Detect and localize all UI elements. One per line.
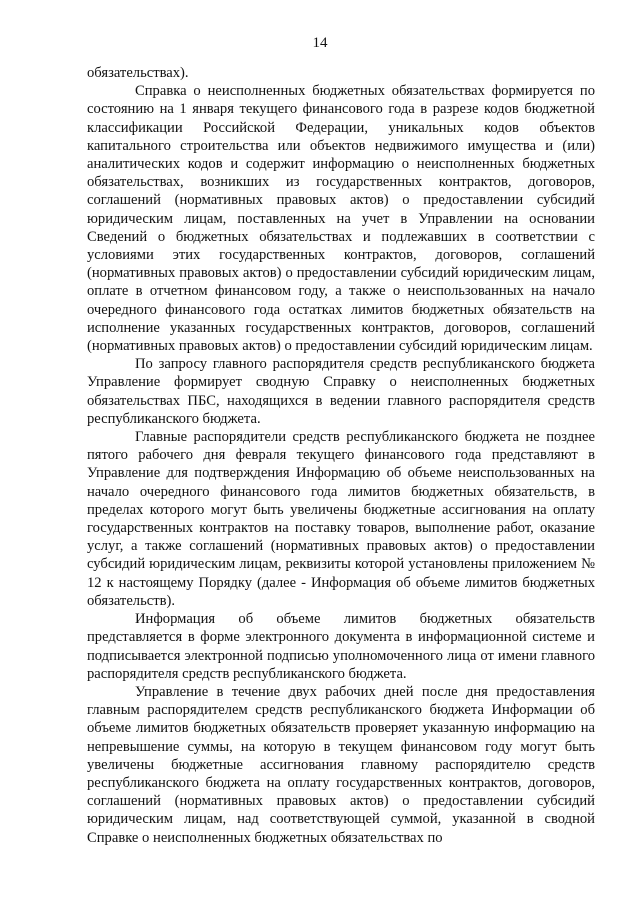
document-body: [87, 64, 595, 847]
paragraph-request: По запросу главного распорядителя средств республиканского бюджета Управление формирует сводную Справку о неисполненных бюджетных обязательствах ПБС, находящихся в ведении главного распорядителя средств республиканского бюджета.: [87, 356, 595, 427]
paragraph-information-submission: Информация об объеме лимитов бюджетных обязательств представляется в форме электронного документа в информационной системе и подписывается электронной подписью уполномоченного лица от имени главного распорядителя средств республиканского бюджета.: [87, 611, 595, 682]
paragraph-spravka: Справка о неисполненных бюджетных обязательствах формируется по состоянию на 1 января текущего финансового года в разрезе кодов бюджетной классификации Российской Федерации, уникальных кодов объектов капитального строительства или объектов недвижимого имущества и (или) аналитических кодов и содержит информацию о неисполненных бюджетных обязательствах, возникших из государственных контрактов, договоров, соглашений (нормативных правовых актов) о предоставлении субсидий юридическим лицам, поставленных на учет в Управлении на основании Сведений о бюджетных обязательствах и подлежавших в соответствии с условиями этих государственных контрактов, договоров, соглашений (нормативных правовых актов) о предоставлении субсидий юридическим лицам, оплате в отчетном финансовом году, а также о неиспользованных на начало очередного финансового года остатках лимитов бюджетных обязательств на исполнение указанных государственных контрактов, договоров, соглашений (нормативных правовых актов) о предоставлении субсидий юридическим лицам.: [87, 83, 595, 355]
page-number: 14: [312, 35, 328, 51]
paragraph-main-managers: Главные распорядители средств республиканского бюджета не позднее пятого рабочего дня февраля текущего финансового года представляют в Управление для подтверждения Информацию об объеме неиспользованных на начало очередного финансового года лимитов бюджетных обязательств, в пределах которого могут быть увеличены бюджетные ассигнования на оплату государственных контрактов на поставку товаров, выполнение работ, оказание услуг, а также соглашений (нормативных правовых актов) о предоставлении субсидий юридическим лицам, реквизиты которой установлены приложением № 12 к настоящему Порядку (далее - Информация об объеме лимитов бюджетных обязательств).: [87, 429, 595, 609]
paragraph-continuation: обязательствах).: [87, 65, 189, 81]
paragraph-verification: Управление в течение двух рабочих дней после дня предоставления главным распорядителем средств республиканского бюджета Информации об объеме лимитов бюджетных обязательств проверяет указанную информацию на непревышение суммы, на которую в текущем финансовом году могут быть увеличены бюджетные ассигнования главному распорядителю средств республиканского бюджета на оплату государственных контрактов, договоров, соглашений (нормативных правовых актов) о предоставлении субсидий юридическим лицам, над соответствующей суммой, указанной в сводной Справке о неисполненных бюджетных обязательствах по: [87, 683, 595, 846]
